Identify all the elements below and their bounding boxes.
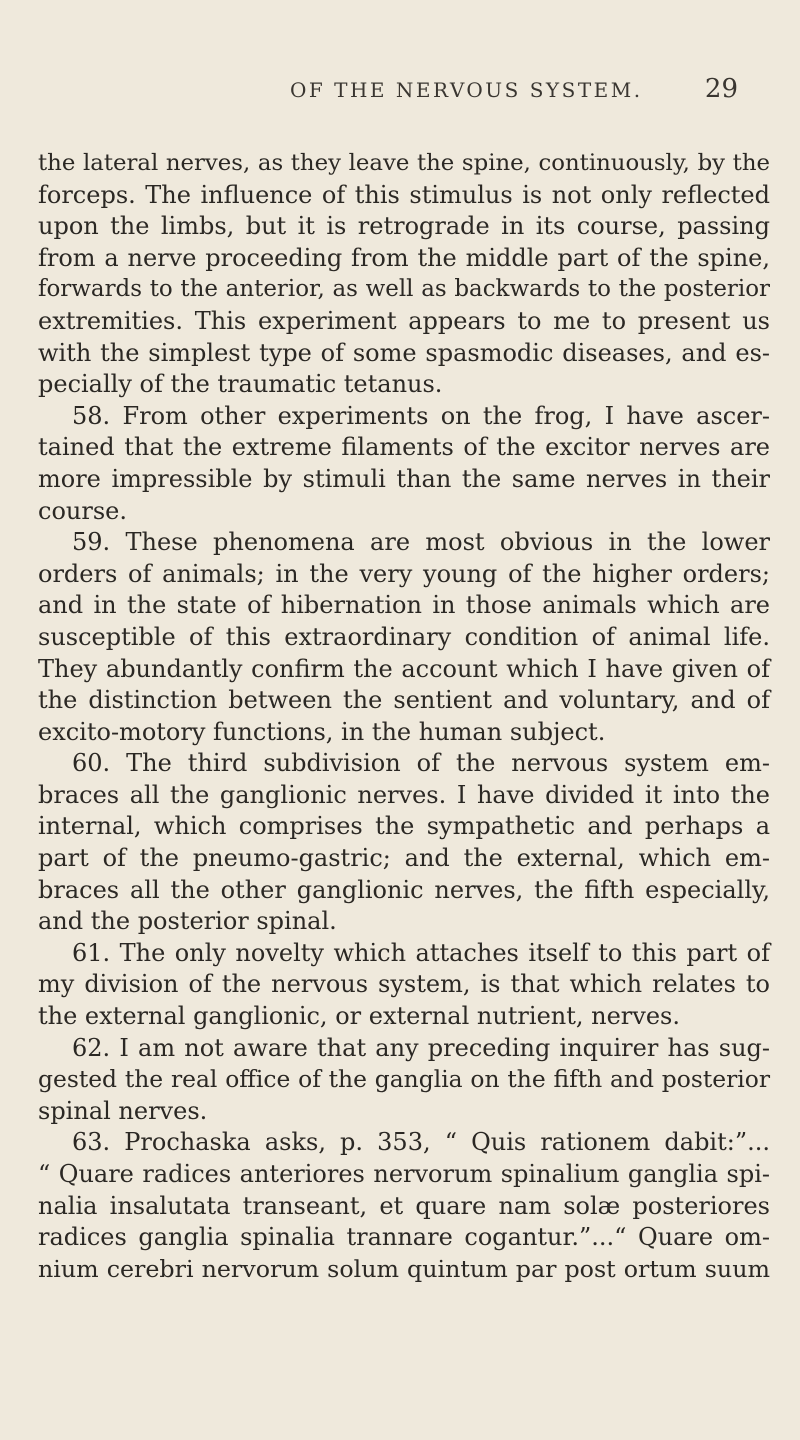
paragraph-62-start: 62. I am not aware that any preceding inquirer has sug- — [72, 1033, 770, 1062]
paragraph-58-start: 58. From other experiments on the frog, I have ascer- — [72, 401, 770, 430]
text-line: braces all the other ganglionic nerves, the fifth especially, — [38, 875, 770, 904]
text-line: nalia insalutata transeant, et quare nam solæ posteriores — [38, 1191, 770, 1220]
running-title: OF THE NERVOUS SYSTEM. — [290, 78, 643, 102]
text-line: extremities. This experiment appears to me to present us — [38, 306, 770, 335]
text-line: from a nerve proceeding from the middle part of the spine, — [38, 243, 770, 272]
text-line: gested the real office of the ganglia on the fifth and posterior — [38, 1065, 770, 1094]
text-line: the distinction between the sentient and voluntary, and of — [38, 686, 770, 715]
text-line: and the posterior spinal. — [38, 907, 337, 936]
text-line: spinal nerves. — [38, 1096, 208, 1125]
text-line: the external ganglionic, or external nutrient, nerves. — [38, 1002, 680, 1031]
paragraph-61-start: 61. The only novelty which attaches itself to this part of — [72, 938, 770, 967]
text-line: susceptible of this extraordinary condition of animal life. — [38, 622, 770, 651]
text-line: course. — [38, 496, 127, 525]
paragraph-63-start: 63. Prochaska asks, p. 353, “ Quis rationem dabit:”... — [72, 1128, 770, 1157]
text-line: nium cerebri nervorum solum quintum par post ortum suum — [38, 1254, 770, 1283]
running-head — [0, 74, 800, 118]
text-line: forceps. The influence of this stimulus is not only reflected — [38, 180, 770, 209]
body-text — [38, 148, 770, 1285]
text-line: with the simplest type of some spasmodic diseases, and es- — [38, 338, 770, 367]
text-line: radices ganglia spinalia trannare cogantur.”...“ Quare om- — [38, 1223, 770, 1252]
text-line: tained that the extreme filaments of the excitor nerves are — [38, 433, 770, 462]
text-line: orders of animals; in the very young of the higher orders; — [38, 559, 770, 588]
paragraph-59-start: 59. These phenomena are most obvious in the lower — [72, 528, 770, 557]
page-number: 29 — [704, 74, 738, 104]
text-line: internal, which comprises the sympathetic and perhaps a — [38, 812, 770, 841]
text-line: forwards to the anterior, as well as backwards to the posterior — [38, 276, 770, 303]
text-line: “ Quare radices anteriores nervorum spinalium ganglia spi- — [38, 1160, 770, 1188]
text-line: braces all the ganglionic nerves. I have divided it into the — [38, 780, 770, 809]
text-line: and in the state of hibernation in those animals which are — [38, 591, 770, 620]
text-line: more impressible by stimuli than the same nerves in their — [38, 464, 770, 493]
text-line: part of the pneumo-gastric; and the external, which em- — [38, 844, 770, 873]
text-line: They abundantly confirm the account which I have given of — [38, 654, 770, 683]
text-line: excito-motory functions, in the human subject. — [38, 717, 606, 746]
text-line: pecially of the traumatic tetanus. — [38, 370, 443, 399]
text-line: my division of the nervous system, is that which relates to — [38, 970, 770, 999]
text-line: upon the limbs, but it is retrograde in its course, passing — [38, 212, 770, 241]
paragraph-60-start: 60. The third subdivision of the nervous system em- — [72, 749, 770, 778]
text-line: the lateral nerves, as they leave the spine, continuously, by the — [38, 150, 770, 176]
